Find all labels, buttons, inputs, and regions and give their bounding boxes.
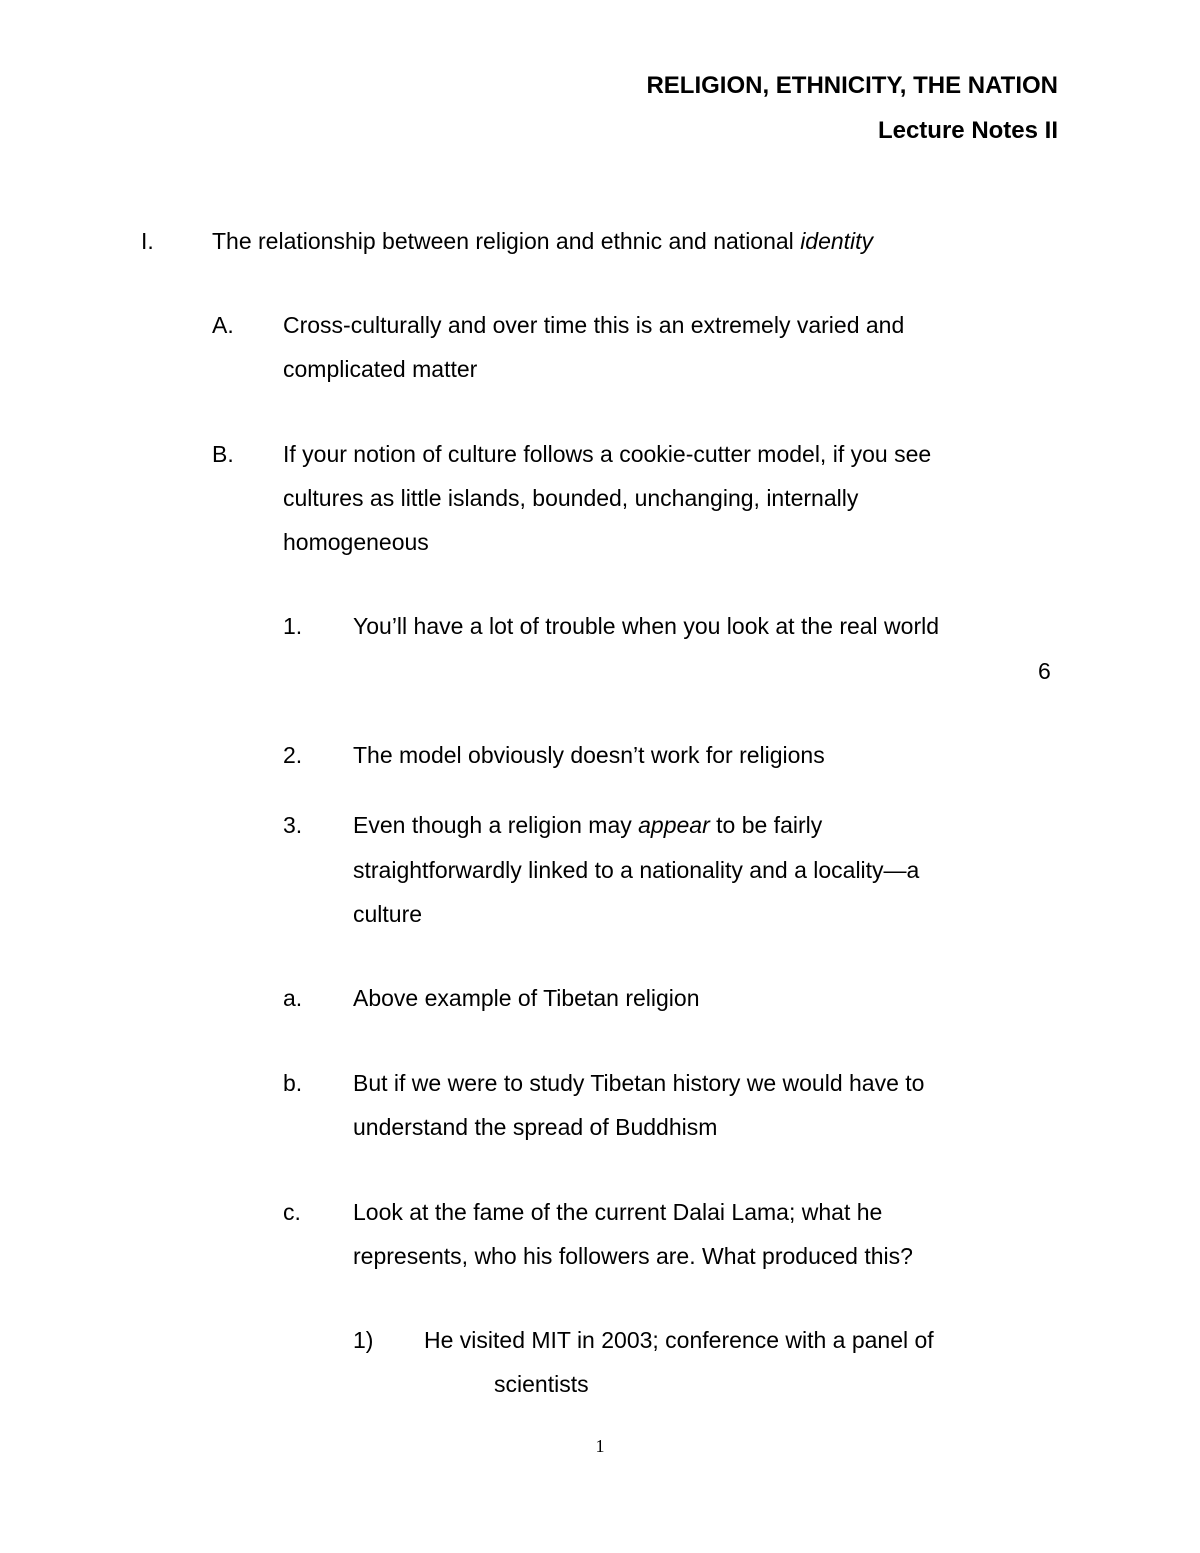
outline-item-B-line2: cultures as little islands, bounded, unchanging, internally <box>283 485 859 511</box>
outline-item-a-line1: Above example of Tibetan religion <box>353 985 700 1011</box>
outline-item-b-line1: But if we were to study Tibetan history we would have to <box>353 1070 925 1096</box>
outline-marker-a: a. <box>283 985 303 1011</box>
outline-marker-B3: 3. <box>283 812 303 838</box>
outline-item-I-italic: identity <box>800 228 874 254</box>
document-title: RELIGION, ETHNICITY, THE NATION <box>646 72 1058 99</box>
outline-item-c-line2: represents, who his followers are. What produced this? <box>353 1243 913 1269</box>
outline-item-A-line1: Cross-culturally and over time this is an extremely varied and <box>283 312 905 338</box>
outline-item-B3-line3: culture <box>353 901 423 927</box>
outline-marker-B1: 1. <box>283 613 303 639</box>
outline-marker-I: I. <box>141 228 154 254</box>
outline-marker-b: b. <box>283 1070 303 1096</box>
outline-item-c1-line1: He visited MIT in 2003; conference with a panel of <box>424 1327 934 1353</box>
outline-item-B3-text-before: Even though a religion may <box>353 812 639 838</box>
outline-item-B3-line1 <box>353 811 822 839</box>
outline-item-B-line3: homogeneous <box>283 529 429 555</box>
outline-item-I <box>212 227 873 255</box>
side-number: 6 <box>1038 658 1051 684</box>
outline-item-c-line1: Look at the fame of the current Dalai Lama; what he <box>353 1199 883 1225</box>
outline-marker-A: A. <box>212 312 234 338</box>
page-number: 1 <box>595 1436 605 1456</box>
outline-item-b-line2: understand the spread of Buddhism <box>353 1114 718 1140</box>
outline-item-B3-italic: appear <box>638 812 710 838</box>
outline-item-B1-line1: You’ll have a lot of trouble when you look at the real world <box>353 613 940 639</box>
outline-marker-c: c. <box>283 1199 301 1225</box>
outline-item-c1-line2: scientists <box>494 1371 589 1397</box>
outline-marker-B2: 2. <box>283 742 303 768</box>
document-subtitle: Lecture Notes II <box>877 117 1058 144</box>
outline-item-A-line2: complicated matter <box>283 356 478 382</box>
outline-item-B-line1: If your notion of culture follows a cookie-cutter model, if you see <box>283 441 932 467</box>
outline-item-B3-line2: straightforwardly linked to a nationality and a locality—a <box>353 857 920 883</box>
outline-marker-c1: 1) <box>353 1327 374 1353</box>
outline-item-I-text: The relationship between religion and ethnic and national <box>212 228 801 254</box>
outline-item-B3-text-after: to be fairly <box>709 812 823 838</box>
outline-marker-B: B. <box>212 441 234 467</box>
outline-item-B2-line1: The model obviously doesn’t work for religions <box>353 742 825 768</box>
